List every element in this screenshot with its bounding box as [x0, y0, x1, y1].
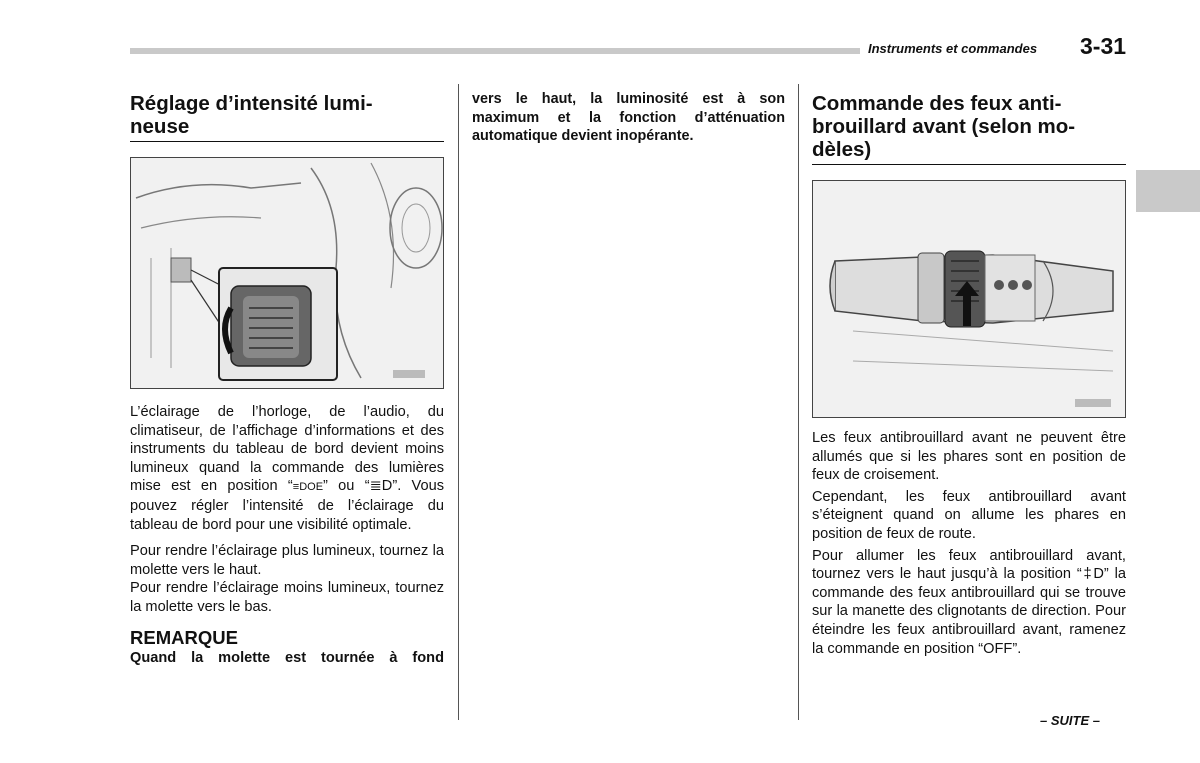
fog-switch-illustration-drawing — [813, 181, 1125, 417]
dimmer-symbol-position-1: ≡DOE — [292, 481, 324, 494]
dimmer-text-c: ”. Vous pouvez régler l’intensité de l’éclairage du tableau de bord pour une visibilité optimale. — [130, 478, 444, 533]
fog-switch-illustration — [812, 180, 1126, 418]
column-divider-2 — [798, 84, 799, 720]
column-divider-1 — [458, 84, 459, 720]
dimmer-symbol-position-2: ≣D — [369, 478, 393, 495]
fog-text-b: ” la commande des feux antibrouillard qui se trouve sur la manette des clignotants de direction. Pour éteindre les feux antibrouillard avant, ramenez la commande en position “OFF”. — [812, 566, 1126, 657]
dimmer-paragraph-2: Pour rendre l’éclairage plus lumineux, tournez la molette vers le haut. — [130, 543, 444, 578]
dimmer-illustration — [130, 157, 444, 389]
fog-paragraph-3 — [812, 547, 1126, 659]
right-column — [812, 92, 1126, 658]
section-heading-dimmer: Réglage d’intensité lumi- neuse — [130, 92, 444, 142]
page-number: 3-31 — [1080, 33, 1127, 59]
header-rule — [130, 48, 860, 54]
left-column — [130, 92, 444, 667]
header-section-title: Instruments et commandes — [868, 41, 1038, 56]
dimmer-text-a: L’éclairage de l’horloge, de l’audio, du climatiseur, de l’affichage d’informations et des instruments du tableau de bord devient moins lumineux quand la commande des lumières mise est en position “ — [130, 404, 444, 495]
fog-light-symbol: ‡D — [1081, 566, 1104, 583]
remarque-heading: REMARQUE — [130, 626, 238, 648]
section-heading-fog-lights: Commande des feux anti- brouillard avant (selon mo- dèles) — [812, 92, 1126, 165]
chapter-tab — [1136, 170, 1200, 212]
fog-paragraph-1: Les feux antibrouillard avant ne peuvent être allumés que si les phares sont en position de feux de croisement. — [812, 430, 1126, 484]
remarque-text: Quand la molette est tournée à fond — [130, 649, 444, 666]
continued-marker: – SUITE – — [1040, 713, 1100, 728]
dimmer-paragraph-1 — [130, 403, 444, 534]
dimmer-illustration-drawing — [131, 158, 443, 388]
dimmer-text-b: ” ou “ — [323, 478, 370, 495]
dimmer-paragraph-3: Pour rendre l’éclairage moins lumineux, tournez la molette vers le bas. — [130, 580, 444, 615]
middle-column — [472, 90, 785, 146]
fog-text-a: Pour allumer les feux antibrouillard avant, tournez vers le haut jusqu’à la position “ — [812, 547, 1126, 583]
remarque-continuation: vers le haut, la luminosité est à son maximum et la fonction d’atténuation automatique devient inopérante. — [472, 91, 785, 144]
fog-paragraph-2: Cependant, les feux antibrouillard avant s’éteignent quand on allume les phares en position de feux de route. — [812, 488, 1126, 542]
